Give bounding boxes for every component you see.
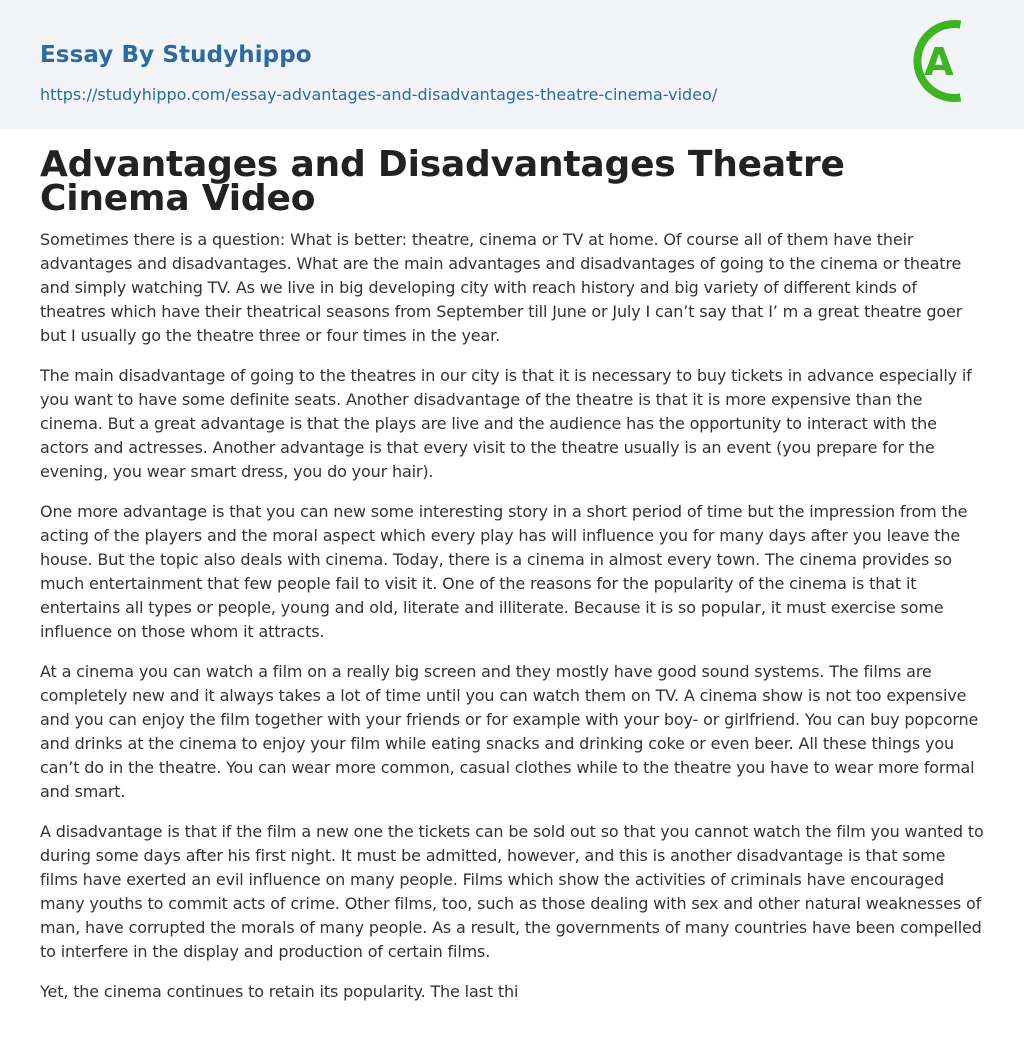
- article-paragraph-4: At a cinema you can watch a film on a really big screen and they mostly have good sound systems. The films are completely new and it always takes a lot of time until you can watch them on TV. A cinema show is not too expensive and you can enjoy the film together with your friends or for example with your boy- or girlfriend. You can buy popcorne and drinks at the cinema to enjoy your film while eating snacks and drinking coke or even beer. All these things you can’t do in the theatre. You can wear more common, casual clothes while to the theatre you have to wear more formal and smart.: [40, 662, 979, 801]
- article-paragraph-2: The main disadvantage of going to the theatres in our city is that it is necessary to buy tickets in advance especially if you want to have some definite seats. Another disadvantage of the theatre is that it is more expensive than the cinema. But a great advantage is that the plays are live and the audience has the opportunity to interact with the actors and actresses. Another advantage is that every visit to the theatre usually is an event (you prepare for the evening, you wear smart dress, you do your hair).: [40, 366, 972, 481]
- logo-letter: A: [924, 40, 954, 84]
- article-paragraph-5: A disadvantage is that if the film a new one the tickets can be sold out so that you cannot watch the film you wanted to during some days after his first night. It must be admitted, however, and this is another disadvantage is that some films have exerted an evil influence on many people. Films which show the activities of criminals have encouraged many youths to commit acts of crime. Other films, too, such as those dealing with sex and other natural weaknesses of man, have corrupted the morals of many people. As a result, the governments of many countries have been compelled to interfere in the display and production of certain films.: [40, 822, 984, 961]
- article-url-link[interactable]: https://studyhippo.com/essay-advantages-and-disadvantages-theatre-cinema-video/: [40, 85, 718, 104]
- article-paragraph-6: Yet, the cinema continues to retain its popularity. The last thi: [40, 982, 519, 1001]
- article-paragraph-3: One more advantage is that you can new some interesting story in a short period of time but the impression from the acting of the players and the moral aspect which every play has will influence you for many days after you leave the house. But the topic also deals with cinema. Today, there is a cinema in almost every town. The cinema provides so much entertainment that few people fail to visit it. One of the reasons for the popularity of the cinema is that it entertains all types or people, young and old, literate and illiterate. Because it is so popular, it must exercise some influence on those whom it attracts.: [40, 502, 968, 641]
- site-brand[interactable]: Essay By Studyhippo: [40, 42, 312, 68]
- article-title: Advantages and Disadvantages Theatre Cinema Video: [40, 144, 845, 219]
- article-paragraph-1: Sometimes there is a question: What is better: theatre, cinema or TV at home. Of course all of them have their advantages and disadvantages. What are the main advantages and disadvantages of going to the cinema or theatre and simply watching TV. As we live in big developing city with reach history and big variety of different kinds of theatres which have their theatrical seasons from September till June or July I can’t say that I’ m a great theatre goer but I usually go the theatre three or four times in the year.: [40, 230, 963, 345]
- site-header: [0, 0, 1024, 129]
- studyhippo-logo-icon[interactable]: [912, 18, 988, 106]
- article-content: [40, 144, 984, 1020]
